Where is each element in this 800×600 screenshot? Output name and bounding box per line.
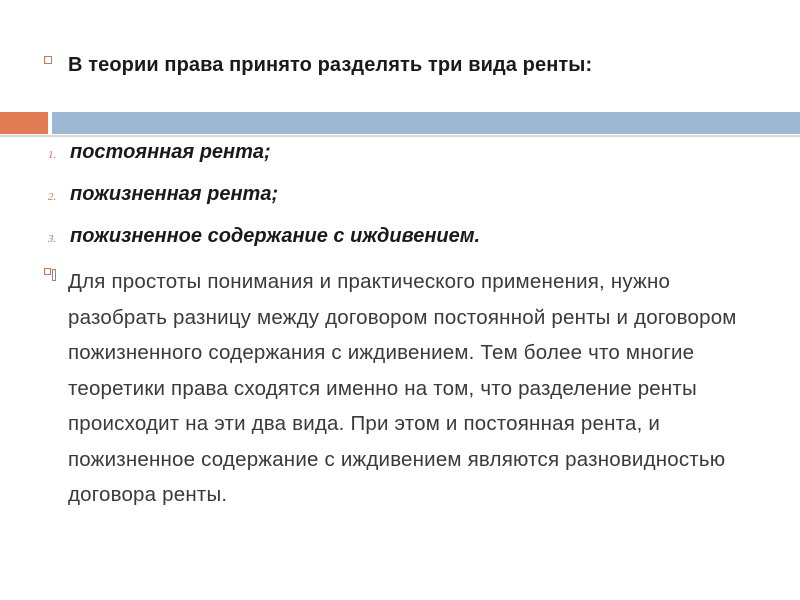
decorative-band bbox=[0, 112, 800, 134]
list-item-text: постоянная рента; bbox=[70, 141, 271, 163]
heading-row bbox=[44, 52, 592, 78]
body-paragraph: Для простоты понимания и практического применения, нужно разобрать разницу между договором постоянной ренты и договором пожизненного содержания с иждивением. Тем более что многие теоретики права сходятся именно на том, что разделение ренты происходит на эти два вида. При этом и постоянная рента, и пожизненное содержание с иждивением являются разновидностью договора ренты. bbox=[68, 270, 737, 506]
slide-heading: В теории права принято разделять три вида ренты: bbox=[68, 54, 593, 76]
list-item-text: пожизненное содержание с иждивением. bbox=[70, 225, 481, 247]
square-bullet-icon bbox=[44, 56, 52, 64]
rent-types-list bbox=[48, 141, 480, 267]
list-number: 1. bbox=[48, 149, 57, 161]
list-item bbox=[48, 141, 480, 183]
list-item bbox=[48, 183, 480, 225]
paragraph-row bbox=[44, 264, 764, 513]
missing-glyph-bullet-icon bbox=[44, 268, 57, 281]
list-item bbox=[48, 225, 480, 267]
orange-accent-bar bbox=[0, 112, 48, 134]
list-number: 3. bbox=[48, 233, 57, 245]
blue-accent-bar bbox=[52, 112, 800, 134]
list-number: 2. bbox=[48, 191, 57, 203]
divider bbox=[0, 135, 800, 137]
list-item-text: пожизненная рента; bbox=[70, 183, 279, 205]
